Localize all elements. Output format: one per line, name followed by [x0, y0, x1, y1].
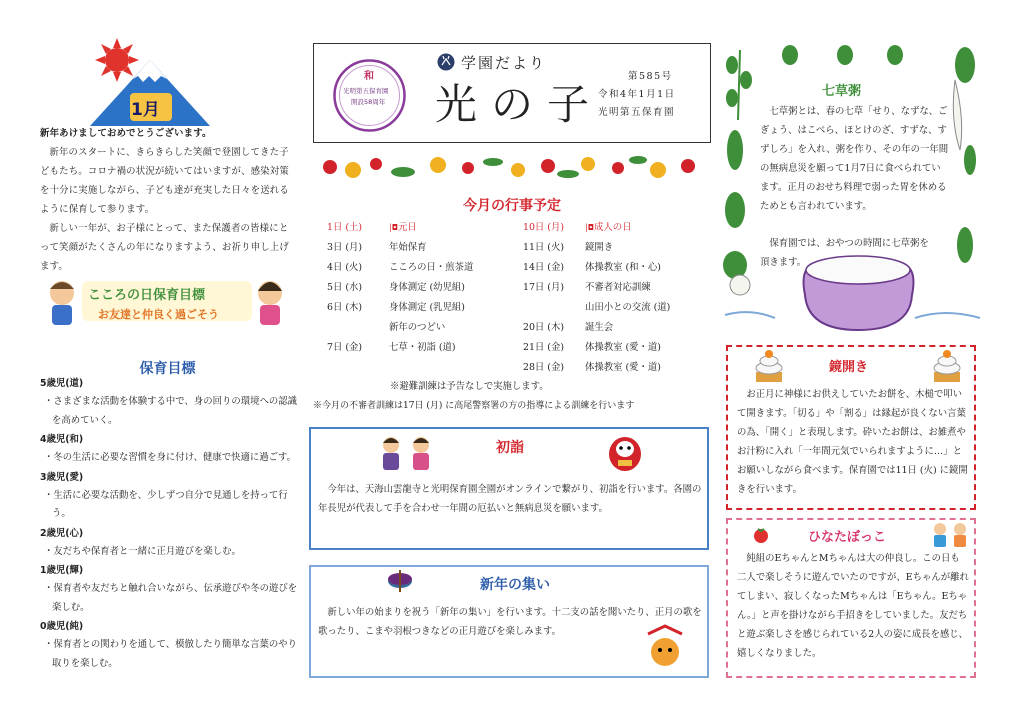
goal-age-heading: 2歳児(心) [40, 527, 84, 539]
kagami-title: 鏡開き [829, 360, 869, 375]
greeting: 新年あけましておめでとうございます。 [40, 128, 212, 139]
hinata-title: ひなたぼっこ [808, 530, 887, 545]
daruma-icon [608, 432, 642, 475]
schedule-event: 不審者対応訓練 [585, 282, 651, 293]
schedule-event: 山田小との交流 (道) [585, 302, 671, 313]
decoration-icon [318, 150, 710, 184]
month-label: 1月 [131, 100, 160, 120]
deer-icon [437, 53, 455, 74]
issue-date: 令和4年1月1日 [598, 89, 676, 100]
schedule-row [523, 298, 713, 318]
schedule-date: 21日 (金) [523, 342, 564, 353]
schedule-row [327, 318, 512, 338]
schedule-event: 鏡開き [585, 242, 614, 253]
schedule-row [327, 338, 512, 358]
koma-icon [386, 568, 414, 597]
schedule-row [327, 298, 512, 318]
schedule-event: 七草・初詣 (道) [389, 342, 456, 353]
holiday-mark-icon: |◘ [585, 223, 595, 232]
goal-age-heading: 4歳児(和) [40, 434, 84, 445]
schedule-note-1: ※避難訓練は予告なしで実施します。 [390, 381, 549, 392]
logo-text-1: 和 [364, 71, 374, 82]
publisher: 光明第五保育園 [598, 107, 676, 118]
intro-section [40, 124, 295, 276]
goal-item: ・生活に必要な活動を、少しずつ自分で見通しを持って行う。 [44, 489, 288, 519]
schedule-event: 体操教室 (愛・道) [585, 362, 661, 373]
issue-number: 第585号 [628, 71, 673, 82]
goals-title: 保育目標 [139, 361, 196, 377]
shinnen-title: 新年の集い [480, 577, 550, 593]
goal-age-heading: 0歳児(純) [40, 621, 84, 632]
kagami-mochi-icon-right [930, 348, 964, 387]
nanakusa-text-2: 保育園では、おやつの時間に七草粥を頂きます。 [760, 238, 929, 268]
goal-age-heading: 1歳児(輝) [40, 565, 84, 576]
schedule-event: 元日 [398, 222, 417, 233]
nanakusa-title: 七草粥 [822, 84, 862, 99]
schedule-row [523, 318, 713, 338]
schedule-date: 7日 (金) [327, 342, 363, 353]
schedule-left [327, 218, 512, 358]
schedule-event: こころの日・煎茶道 [389, 262, 474, 273]
schedule-date: 5日 (水) [327, 282, 363, 293]
holiday-mark-icon: |◘ [389, 223, 399, 232]
goal-item: ・冬の生活に必要な習慣を身に付け、健康で快適に過ごす。 [44, 452, 297, 463]
hatsumode-text: 今年は、天海山雲龍寺と光明保育園全園がオンラインで繋がり、初詣を行います。各園の年長児が代表して手を合わせ一年間の厄払いと無病息災を願います。 [318, 484, 702, 514]
schedule-date [523, 298, 585, 318]
tiger-icon [640, 624, 690, 671]
schedule-row [523, 218, 713, 238]
schedule-row [523, 338, 713, 358]
goal-item: ・さまざまな活動を体験する中で、身の回りの環境への認識を高めていく。 [44, 396, 297, 426]
kokoro-title: こころの日保育目標 [88, 288, 206, 303]
new-year-decoration [318, 150, 710, 184]
schedule-note-2: ※今月の不審者訓練は17日 (月) に高尾警察署の方の指導による訓練を行います [313, 401, 635, 411]
schedule-row [327, 218, 512, 238]
schedule-date: 11日 (火) [523, 242, 564, 253]
schedule-row [327, 278, 512, 298]
schedule-date: 3日 (月) [327, 242, 363, 253]
schedule-date: 14日 (金) [523, 262, 564, 273]
schedule-event: 成人の日 [594, 222, 632, 233]
schedule-right [523, 218, 713, 378]
children-icon [376, 435, 438, 474]
hatsumode-title: 初詣 [496, 440, 524, 456]
schedule-date: 20日 (木) [523, 322, 564, 333]
schedule-row [523, 278, 713, 298]
goal-age-heading: 5歳児(道) [40, 378, 84, 389]
shinnen-text: 新しい年の始まりを祝う「新年の集い」を行います。十二支の話を聞いたり、正月の歌を歌ったり、こまや羽根つきなどの正月遊びを楽しみます。 [318, 607, 702, 637]
schedule-date: 1日 (土) [327, 222, 363, 233]
schedule-date: 17日 (月) [523, 282, 564, 293]
kokoro-subtitle: お友達と仲良く過ごそう [98, 308, 219, 321]
schedule-date: 6日 (木) [327, 302, 363, 313]
schedule-event: 身体測定 (乳児組) [389, 302, 465, 313]
schedule-event: 体操教室 (和・心) [585, 262, 661, 273]
schedule-event: 新年のつどい [389, 322, 446, 333]
kagami-text: お正月に神様にお供えしていたお餅を、木槌で叩いて開きます。「切る」や「割る」は縁起が良くない言葉の為、「開く」と表現します。砕いたお餅は、お雑煮やお汁粉に入れ「一年間元気でいられますように…」とお願いしながら食べます。保育園では11日 (火) に鏡開きを行います。 [737, 389, 968, 495]
schedule-date: 4日 (火) [327, 262, 363, 273]
kagami-mochi-icon-left [752, 348, 786, 387]
goals-list [40, 374, 298, 673]
schedule-row [523, 238, 713, 258]
goal-age-heading: 3歳児(愛) [40, 471, 84, 483]
logo-text-2: 光明第五保育園 [343, 87, 389, 95]
schedule-event: 体操教室 (愛・道) [585, 342, 661, 353]
nanakusa-text-1: 七草粥とは、春の七草「せり、なずな、ごぎょう、はこべら、ほとけのざ、すずな、すずしろ」を入れ、粥を作り、その年の一年間の無病息災を願って1月7日に食べられています。正月のおせち料理で弱った胃を休めるためとも言われています。 [760, 106, 949, 212]
schedule-row [327, 258, 512, 278]
schedule-event: 身体測定 (幼児組) [389, 282, 465, 293]
schedule-event: 年始保育 [389, 242, 427, 253]
intro-paragraph-1: 新年のスタートに、きらきらした笑顔で登園してきた子どもたち。コロナ禍の状況が続いてはいますが、感染対策を十分に実施しながら、子ども達が充実した日々を送れるように保育して参ります。 [40, 147, 289, 215]
intro-paragraph-2: 新しい一年が、お子様にとって、また保護者の皆様にとって笑顔がたくさんの年になりますよう、お祈り申し上げます。 [40, 223, 289, 272]
hinata-text: 純組のEちゃんとMちゃんは大の仲良し。この日も二人で楽しそうに遊んでいたのですが、Eちゃんが離れてしまい、寂しくなったMちゃんは「Eちゃん。Eちゃん。」と声を掛けながら手招きをしていました。友だちと遊ぶ楽しさを感じられている2人の姿に成長を感じ、嬉しくなりました。 [737, 553, 969, 659]
schedule-event: 誕生会 [585, 322, 614, 333]
schedule-date: 28日 (金) [523, 362, 564, 373]
newsletter-label: 学園だより [461, 54, 547, 72]
masthead-title: 光の子 [435, 80, 604, 129]
schedule-title: 今月の行事予定 [463, 198, 561, 214]
tomato-icon [752, 526, 770, 547]
goal-item: ・保育者との関わりを通して、模倣したり簡単な言葉のやり取りを楽しむ。 [44, 639, 297, 669]
goal-item: ・友だちや保育者と一緒に正月遊びを楽しむ。 [44, 545, 241, 557]
schedule-row [523, 258, 713, 278]
schedule-row [523, 358, 713, 378]
schedule-row [327, 238, 512, 258]
goal-item: ・保育者や友だちと触れ合いながら、伝承遊びや冬の遊びを楽しむ。 [44, 583, 298, 613]
schedule-date: 10日 (月) [523, 222, 564, 233]
schedule-date [327, 318, 389, 338]
logo-text-3: 開設58周年 [351, 98, 386, 106]
